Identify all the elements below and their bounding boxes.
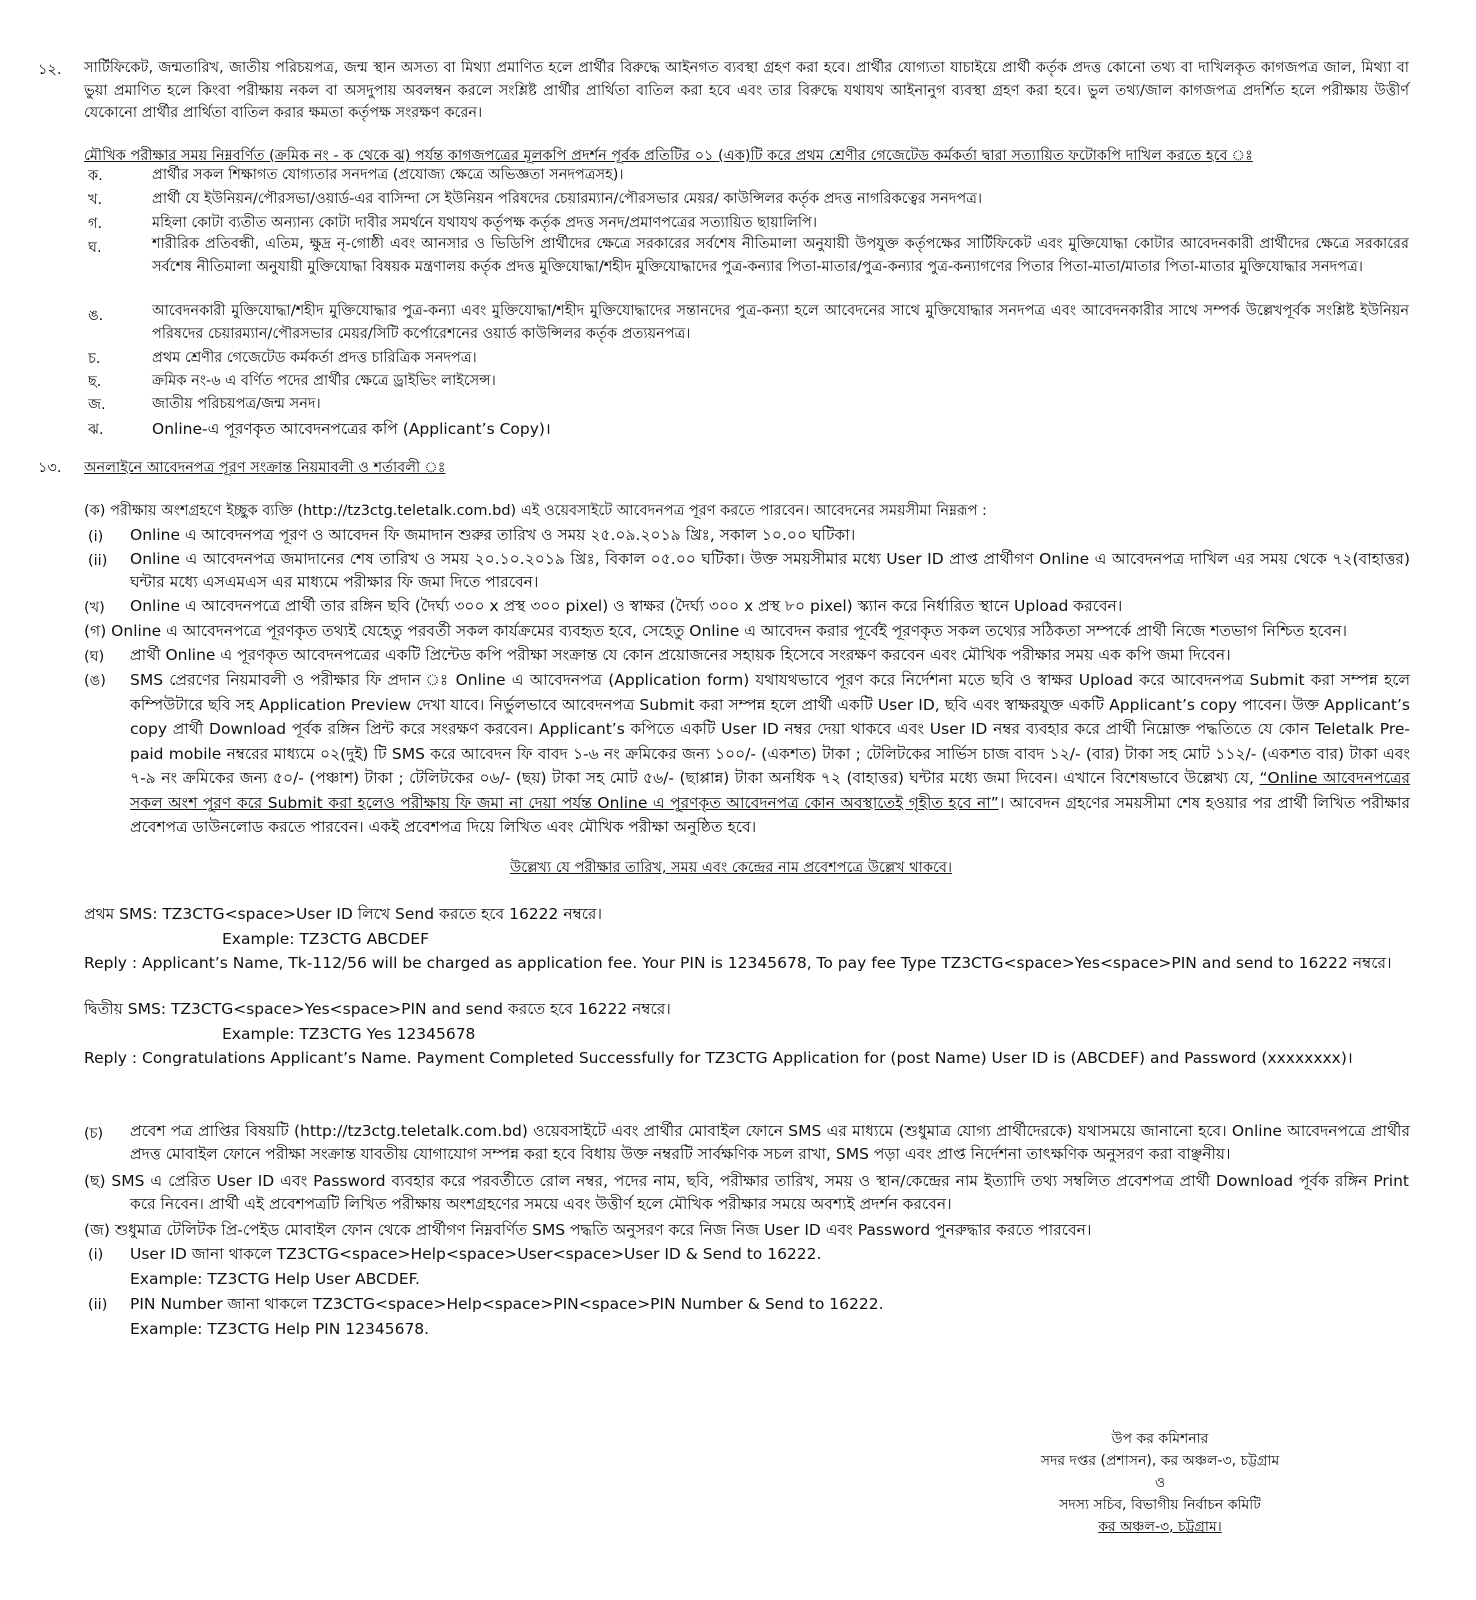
viva-item-label: চ.	[88, 351, 101, 367]
viva-item-text: প্রার্থীর সকল শিক্ষাগত যোগ্যতার সনদপত্র (প্রযোজ্য ক্ষেত্রে অভিজ্ঞতা সনদপত্রসহ)।	[152, 167, 624, 183]
exam-notice: উল্লেখ্য যে পরীক্ষার তারিখ, সময় এবং কেন্দ্রের নাম প্রবেশপত্রে উল্লেখ থাকবে।	[510, 860, 953, 876]
section-13-number: ১৩.	[38, 460, 62, 476]
item-kha-text: Online এ আবেদনপত্রে প্রার্থী তার রঙ্গিন ছবি (দৈর্ঘ্য ৩০০ x প্রস্থ ৩০০ pixel) ও স্বাক্ষর (দৈর্ঘ্য ৩০০ x প্রস্থ ৮০ pixel) স্ক্যান করে নির্ধারিত স্থানে Upload করবেন।	[130, 597, 1123, 615]
item-ga-text: (গ) Online এ আবেদনপত্রে পূরণকৃত তথ্যই যেহেতু পরবর্তী সকল কার্যক্রমের ব্যবহৃত হবে, সেহেতু Online এ আবেদন করার পূর্বেই পূরণকৃত সকল তথ্যের সঠিকতা সম্পর্কে প্রার্থী নিজে শতভাগ নিশ্চিত হবেন।	[84, 622, 1348, 640]
nga-body-end: । আবেদন গ্রহণের সময়সীমা শেষ হওয়ার পর প্রার্থী লিখিত পরীক্ষার প্রবেশপত্র ডাউনলোড করতে পারবেন। একই প্রবেশপত্র দিয়ে লিখিত এবং মৌখিক পরীক্ষা অনুষ্ঠিত হবে।	[130, 793, 1410, 836]
item-kha-label: (খ)	[84, 600, 105, 616]
section-12-number: ১২.	[38, 62, 62, 78]
viva-item-label: ঘ.	[88, 240, 102, 256]
item-ja-text: (জ) শুধুমাত্র টেলিটক প্রি-পেইড মোবাইল ফোন থেকে প্রার্থীগণ নিম্নবর্ণিত SMS পদ্ধতি অনুসরণ করে নিজ নিজ User ID এবং Password পুনরুদ্ধার করতে পারবেন।	[84, 1221, 1092, 1239]
viva-item-label: ক.	[88, 168, 103, 184]
sms-second: দ্বিতীয় SMS: TZ3CTG<space>Yes<space>PIN and send করতে হবে 16222 নম্বরে।	[84, 1000, 671, 1018]
signatory-committee: সদস্য সচিব, বিভাগীয় নির্বাচন কমিটি	[1059, 1497, 1261, 1513]
item-gha-text: প্রার্থী Online এ পূরণকৃত আবেদনপত্রের একটি প্রিন্টেড কপি পরীক্ষা সংক্রান্ত যে কোন প্রয়োজনের সহায়ক হিসেবে সংরক্ষণ করবেন এবং মৌখিক পরীক্ষার সময় এক কপি জমা দিবেন।	[130, 646, 1231, 664]
viva-item-text: শারীরিক প্রতিবন্ধী, এতিম, ক্ষুদ্র নৃ-গোষ্ঠী এবং আনসার ও ভিডিপি প্রার্থীদের ক্ষেত্রে সরকারের সর্বশেষ নীতিমালা অনুযায়ী উপযুক্ত কর্তৃপক্ষের সার্টিফিকেট এবং মুক্তিযোদ্ধা কোটার আবেদনকারী প্রার্থীদের ক্ষেত্রে সরকারের সর্বশেষ নীতিমালা অনুযায়ী মুক্তিযোদ্ধা বিষয়ক মন্ত্রণালয় কর্তৃক প্রদত্ত মুক্তিযোদ্ধা/শহীদ মুক্তিযোদ্ধাদের পুত্র-কন্যার পিতা-মাতার/পুত্র-কন্যার পুত্র-কন্যাগণের পিতার পিতা-মাতা/মাতার পিতা-মাতার মুক্তিযোদ্ধার সনদপত্র।	[152, 236, 1409, 275]
item-chha-text: (ছ) SMS এ প্রেরিত User ID এবং Password ব্যবহার করে পরবর্তীতে রোল নম্বর, পদের নাম, ছবি, পরীক্ষার তারিখ, সময় ও স্থান/কেন্দ্রের নাম ইত্যাদি তথ্য সম্বলিত প্রবেশপত্র প্রার্থী Download পূর্বক রঙ্গিন Print করে নিবেন। প্রার্থী এই প্রবেশপত্রটি লিখিত পরীক্ষায় অংশগ্রহণের সময়ে এবং উত্তীর্ণ হলে মৌখিক পরীক্ষার সময়ে অবশ্যই প্রদর্শন করবেন।	[84, 1172, 1409, 1213]
sms-second-example: Example: TZ3CTG Yes 12345678	[222, 1025, 476, 1043]
sms-first-reply: Reply : Applicant’s Name, Tk-112/56 will be charged as application fee. Your PIN is 12345678, To pay fee Type TZ3CTG<space>Yes<space>PIN and send to 16222 নম্বরে।	[84, 954, 1392, 972]
recover-ii-example: Example: TZ3CTG Help PIN 12345678.	[130, 1320, 430, 1338]
viva-item-text: প্রথম শ্রেণীর গেজেটেড কর্মকর্তা প্রদত্ত চারিত্রিক সনদপত্র।	[152, 350, 477, 366]
signatory-title: উপ কর কমিশনার	[1111, 1431, 1209, 1447]
nga-warning-quote: “Online আবেদনপত্রের সকল অংশ পূরণ করে Submit করা হলেও পরীক্ষায় ফি জমা না দেয়া পর্যন্ত Online এ পূরণকৃত আবেদনপত্র কোন অবস্থাতেই গৃহীত হবে না”	[130, 769, 1410, 812]
viva-item-text: মহিলা কোটা ব্যতীত অন্যান্য কোটা দাবীর সমর্থনে যথাযথ কর্তৃপক্ষ কর্তৃক প্রদত্ত সনদ/প্রমাণপত্রের সত্যায়িত ছায়ালিপি।	[152, 215, 818, 231]
viva-item-label: ছ.	[88, 374, 102, 390]
viva-item-text: জাতীয় পরিচয়পত্র/জন্ম সনদ।	[152, 396, 321, 412]
recover-i-label: (i)	[88, 1247, 104, 1263]
signatory-office: সদর দপ্তর (প্রশাসন), কর অঞ্চল-৩, চট্টগ্রাম	[1040, 1453, 1280, 1469]
sms-first: প্রথম SMS: TZ3CTG<space>User ID লিখে Send করতে হবে 16222 নম্বরে।	[84, 905, 603, 923]
item-ii-label: (ii)	[88, 553, 108, 569]
nga-body: SMS প্রেরণের নিয়মাবলী ও পরীক্ষার ফি প্রদান ঃ Online এ আবেদনপত্র (Application form) যথাযথভাবে পূরণ করে নির্দেশনা মতে ছবি ও স্বাক্ষর Upload করে আবেদনপত্র Submit করা সম্পন্ন হলে কম্পিউটারে ছবি সহ Application Preview দেখা যাবে। নির্ভুলভাবে আবেদনপত্র Submit করা সম্পন্ন হলে প্রার্থী একটি User ID, ছবি এবং স্বাক্ষরযুক্ত একটি Applicant’s copy পাবেন। উক্ত Applicant’s copy প্রার্থী Download পূর্বক রঙ্গিন প্রিন্ট করে সংরক্ষণ করবেন। Applicant’s কপিতে একটি User ID নম্বর দেয়া থাকবে এবং User ID নম্বর ব্যবহার করে প্রার্থী নিম্নোক্ত পদ্ধতিতে যে কোন Teletalk Pre-paid mobile নম্বরের মাধ্যমে ০২(দুই) টি SMS করে আবেদন ফি বাবদ ১-৬ নং ক্রমিকের জন্য ১০০/- (একশত) টাকা ; টেলিটকের সার্ভিস চাজ বাবদ ১২/- (বার) টাকা সহ মোট ১১২/- (একশত বার) টাকা এবং ৭-৯ নং ক্রমিকের জন্য ৫০/- (পঞ্চাশ) টাকা ; টেলিটকের ০৬/- (ছয়) টাকা সহ মোট ৫৬/- (ছাপ্পান্ন) টাকা অনধিক ৭২ (বাহাত্তর) ঘন্টার মধ্যে জমা দিবেন। এখানে বিশেষভাবে উল্লেখ্য যে,	[130, 671, 1410, 787]
sms-first-example: Example: TZ3CTG ABCDEF	[222, 930, 430, 948]
item-nga-text	[130, 668, 1410, 840]
viva-item-label: খ.	[88, 192, 103, 208]
item-cha-text: প্রবেশ পত্র প্রাপ্তির বিষয়টি (http://tz3ctg.teletalk.com.bd) ওয়েবসাইটে এবং প্রার্থীর মোবাইল ফোনে SMS এর মাধ্যমে (শুধুমাত্র যোগ্য প্রার্থীদেরকে) যথাসময়ে জানানো হবে। Online আবেদনপত্রে প্রার্থীর প্রদত্ত মোবাইল ফোনে পরীক্ষা সংক্রান্ত যাবতীয় যোগাযোগ সম্পন্ন করা হবে বিধায় উক্ত নম্বরটি সার্বক্ষণিক সচল রাখা, SMS পড়া এবং প্রাপ্ত নির্দেশনা তাৎক্ষণিক অনুসরণ করা বাঞ্ছনীয়।	[130, 1122, 1410, 1163]
viva-item-text: ক্রমিক নং-৬ এ বর্ণিত পদের প্রার্থীর ক্ষেত্রে ড্রাইভিং লাইসেন্স।	[152, 373, 496, 389]
recover-ii-text: PIN Number জানা থাকলে TZ3CTG<space>Help<space>PIN<space>PIN Number & Send to 16222.	[130, 1295, 884, 1313]
item-gha-label: (ঘ)	[84, 649, 105, 665]
viva-item-text: আবেদনকারী মুক্তিযোদ্ধা/শহীদ মুক্তিযোদ্ধার পুত্র-কন্যা এবং মুক্তিযোদ্ধা/শহীদ মুক্তিযোদ্ধাদের সন্তানদের পুত্র-কন্যা হলে আবেদনের সাথে মুক্তিযোদ্ধার সনদপত্র এবং আবেদনকারীর সাথে সম্পর্ক উল্লেখপূর্বক সংশ্লিষ্ট ইউনিয়ন পরিষদের চেয়ারম্যান/পৌরসভার মেয়র/সিটি কর্পোরেশনের ওয়ার্ড কাউন্সিলর কর্তৃক প্রত্যয়নপত্র।	[152, 303, 1409, 342]
item-ii-text: Online এ আবেদনপত্র জমাদানের শেষ তারিখ ও সময় ২০.১০.২০১৯ খ্রিঃ, বিকাল ০৫.০০ ঘটিকা। উক্ত সময়সীমার মধ্যে User ID প্রাপ্ত প্রার্থীগণ Online এ আবেদনপত্র দাখিল এর সময় থেকে ৭২(বাহাত্তর) ঘন্টার মধ্যে এসএমএস এর মাধ্যমে পরীক্ষার ফি জমা দিতে পারবেন।	[130, 550, 1410, 591]
sms-second-reply: Reply : Congratulations Applicant’s Name. Payment Completed Successfully for TZ3CTG Application for (post Name) User ID is (ABCDEF) and Password (xxxxxxxx)।	[84, 1049, 1353, 1067]
signatory-zone	[1020, 1516, 1300, 1538]
item-i-label: (i)	[88, 529, 104, 545]
section-13-heading: অনলাইনে আবেদনপত্র পূরণ সংক্রান্ত নিয়মাবলী ও শর্তাবলী ঃ	[84, 460, 446, 476]
recover-i-example: Example: TZ3CTG Help User ABCDEF.	[130, 1270, 420, 1288]
viva-item-label: জ.	[88, 397, 106, 413]
viva-item-label: ঙ.	[88, 308, 104, 324]
item-i-text: Online এ আবেদনপত্র পূরণ ও আবেদন ফি জমাদান শুরুর তারিখ ও সময় ২৫.০৯.২০১৯ খ্রিঃ, সকাল ১০.০০ ঘটিকা।	[130, 526, 856, 544]
recover-i-text: User ID জানা থাকলে TZ3CTG<space>Help<space>User<space>User ID & Send to 16222.	[130, 1245, 822, 1263]
section-12-text: সার্টিফিকেট, জন্মতারিখ, জাতীয় পরিচয়পত্র, জন্ম স্থান অসত্য বা মিথ্যা প্রমাণিত হলে প্রার্থীর বিরুদ্ধে আইনগত ব্যবস্থা গ্রহণ করা হবে। প্রার্থীর যোগ্যতা যাচাইয়ে প্রার্থী কর্তৃক প্রদত্ত কোনো তথ্য বা দাখিলকৃত কাগজপত্র জাল, মিথ্যা বা ভুয়া প্রমাণিত হলে কিংবা পরীক্ষায় নকল বা অসদুপায় অবলম্বন করলে সংশ্লিষ্ট প্রার্থীর প্রার্থিতা বাতিল করা হবে এবং তার বিরুদ্ধে যথাযথ আইনানুগ ব্যবস্থা গ্রহণ করা হবে। ভুল তথ্য/জাল কাগজপত্র প্রদর্শিত হলে পরীক্ষায় উত্তীর্ণ যেকোনো প্রার্থীর প্রার্থিতা বাতিল করার ক্ষমতা কর্তৃপক্ষ সংরক্ষণ করেন।	[84, 60, 1409, 121]
viva-item-label: ঝ.	[88, 422, 104, 438]
item-cha-label: (চ)	[84, 1126, 104, 1142]
viva-item-label: গ.	[88, 216, 103, 232]
item-ka-text: (ক) পরীক্ষায় অংশগ্রহণে ইচ্ছুক ব্যক্তি (http://tz3ctg.teletalk.com.bd) এই ওয়েবসাইটে আবেদনপত্র পূরণ করতে পারবেন। আবেদনের সময়সীমা নিম্নরূপ :	[84, 503, 987, 519]
item-nga-label: (ঙ)	[84, 673, 106, 689]
viva-documents-heading: মৌখিক পরীক্ষার সময় নিম্নবর্ণিত (ক্রমিক নং - ক থেকে ঝ) পর্যন্ত কাগজপত্রের মূলকপি প্রদর্শন পূর্বক প্রতিটির ০১ (এক)টি করে প্রথম শ্রেণীর গেজেটেড কর্মকর্তা দ্বারা সত্যায়িত ফটোকপি দাখিল করতে হবে ঃ	[84, 148, 1253, 164]
signatory-zone-text: কর অঞ্চল-৩, চট্টগ্রাম।	[1098, 1519, 1222, 1535]
viva-item-text: প্রার্থী যে ইউনিয়ন/পৌরসভা/ওয়ার্ড-এর বাসিন্দা সে ইউনিয়ন পরিষদের চেয়ারম্যান/পৌরসভার মেয়র/ কাউন্সিলর কর্তৃক প্রদত্ত নাগরিকত্বের সনদপত্র।	[152, 191, 983, 207]
signatory-conjunction: ও	[1154, 1475, 1166, 1491]
recover-ii-label: (ii)	[88, 1297, 108, 1313]
viva-item-text: Online-এ পূরণকৃত আবেদনপত্রের কপি (Applicant’s Copy)।	[152, 420, 551, 438]
